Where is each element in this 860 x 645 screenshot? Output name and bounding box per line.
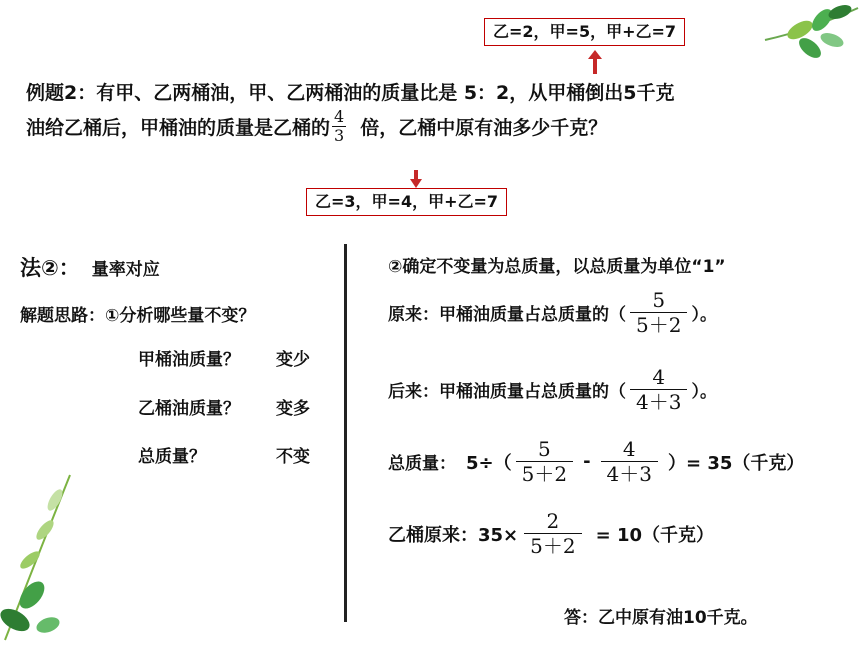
total-result: ）= 35（千克） bbox=[668, 452, 805, 474]
ratio-box-before: 乙=2，甲=5，甲+乙=7 bbox=[484, 18, 685, 46]
question-line-2 bbox=[26, 108, 607, 145]
item-question: 甲桶油质量？ bbox=[138, 350, 240, 370]
fraction-numerator: 5 bbox=[652, 288, 666, 312]
before-close: ）。 bbox=[691, 305, 717, 325]
column-divider bbox=[344, 244, 347, 622]
ratio-box-after: 乙=3，甲=4，甲+乙=7 bbox=[306, 188, 507, 216]
step-2-heading: ②确定不变量为总质量，以总质量为单位“1” bbox=[388, 257, 726, 277]
after-fraction bbox=[630, 365, 687, 414]
method-label: 法②： bbox=[20, 256, 80, 280]
fraction-numerator: 5 bbox=[537, 437, 551, 461]
question-text-before: 油给乙桶后，甲桶油的质量是乙桶的 bbox=[26, 117, 331, 139]
after-label: 后来：甲桶油质量占总质量的（ bbox=[388, 382, 626, 402]
after-ratio-line bbox=[388, 365, 717, 414]
item-answer: 不变 bbox=[276, 447, 310, 467]
total-expr-start: 5÷（ bbox=[466, 452, 512, 474]
minus-sign: - bbox=[583, 451, 591, 472]
after-close: ）。 bbox=[691, 382, 717, 402]
before-label: 原来：甲桶油质量占总质量的（ bbox=[388, 305, 626, 325]
fraction-denominator: 5＋2 bbox=[521, 462, 568, 486]
item-answer: 变多 bbox=[276, 399, 310, 419]
solution-idea: 解题思路：①分析哪些量不变？ bbox=[20, 306, 256, 326]
before-ratio-line bbox=[388, 288, 717, 337]
total-fraction-1 bbox=[516, 437, 573, 486]
total-label: 总质量： bbox=[388, 454, 456, 474]
arrow-down-icon bbox=[410, 170, 422, 188]
question-fraction bbox=[332, 108, 346, 145]
yi-fraction bbox=[524, 509, 581, 558]
method-heading bbox=[20, 252, 160, 282]
fraction-denominator: 4＋3 bbox=[636, 390, 682, 414]
yi-result: = 10（千克） bbox=[595, 524, 714, 546]
fraction-denominator: 3 bbox=[334, 126, 345, 145]
fraction-denominator: 4＋3 bbox=[606, 462, 652, 486]
total-fraction-2 bbox=[601, 437, 658, 486]
method-name: 量率对应 bbox=[91, 259, 160, 280]
fraction-denominator: 5＋2 bbox=[530, 534, 576, 558]
leaf-decoration-bottom-left bbox=[0, 470, 80, 645]
leaf-decoration-top-right bbox=[760, 0, 860, 75]
arrow-up-icon bbox=[588, 50, 602, 74]
final-answer: 答：乙中原有油10千克。 bbox=[564, 608, 758, 628]
before-fraction bbox=[630, 288, 687, 337]
fraction-denominator: 5＋2 bbox=[636, 313, 682, 337]
yi-original-line bbox=[388, 509, 714, 558]
question-line-1: 例题2：有甲、乙两桶油，甲、乙两桶油的质量比是 5：2，从甲桶倒出5千克 bbox=[26, 82, 675, 104]
fraction-numerator: 4 bbox=[622, 437, 636, 461]
fraction-numerator: 4 bbox=[652, 365, 666, 389]
yi-label: 乙桶原来：35× bbox=[388, 524, 519, 546]
fraction-numerator: 4 bbox=[334, 107, 345, 126]
total-mass-line bbox=[388, 437, 804, 486]
fraction-numerator: 2 bbox=[546, 509, 560, 533]
item-answer: 变少 bbox=[276, 350, 310, 370]
question-text-after: 倍，乙桶中原有油多少千克？ bbox=[360, 117, 608, 139]
item-question: 乙桶油质量？ bbox=[138, 399, 240, 419]
item-question: 总质量？ bbox=[138, 447, 206, 467]
